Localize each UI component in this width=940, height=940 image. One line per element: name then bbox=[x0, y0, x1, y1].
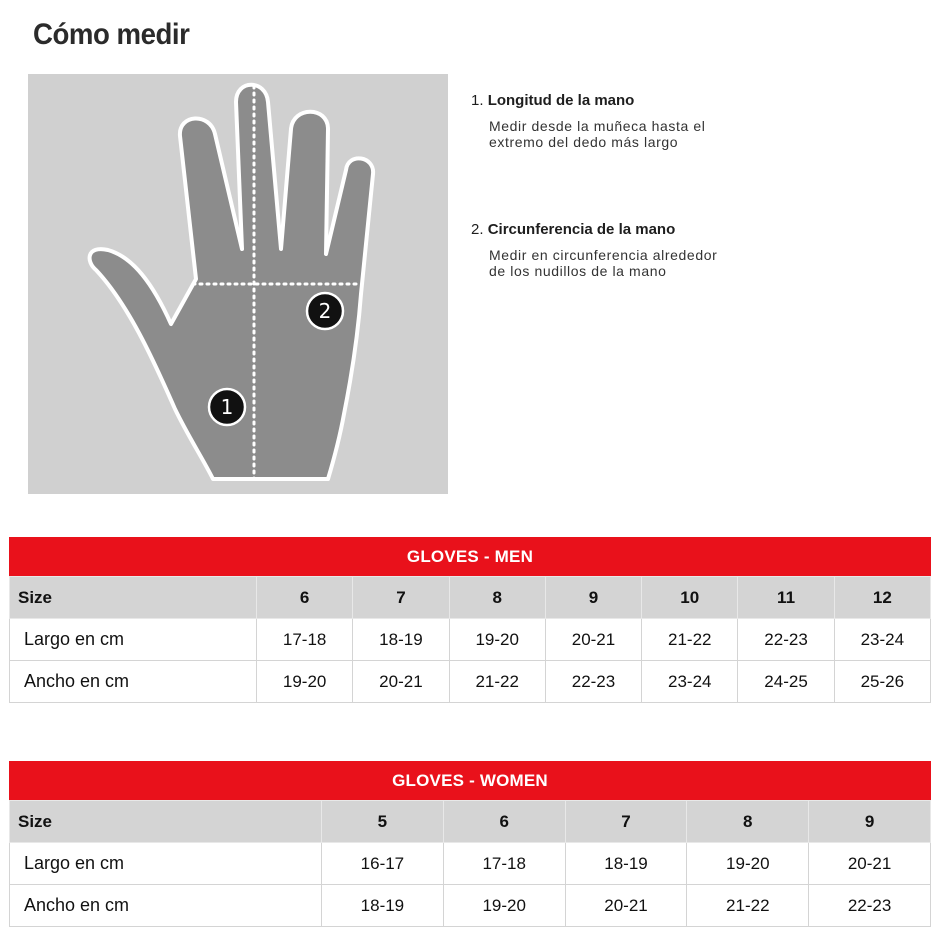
header-cell: 9 bbox=[545, 577, 641, 619]
row-label: Largo en cm bbox=[10, 843, 322, 885]
step-number: 2. bbox=[471, 221, 484, 238]
table-row bbox=[10, 843, 931, 885]
header-cell: 6 bbox=[257, 577, 353, 619]
table-cell: 18-19 bbox=[353, 619, 449, 661]
step-description bbox=[489, 247, 717, 279]
header-cell: Size bbox=[10, 801, 322, 843]
header-cell: 5 bbox=[322, 801, 444, 843]
table-cell: 18-19 bbox=[322, 885, 444, 927]
table-cell: 18-19 bbox=[565, 843, 687, 885]
header-cell: Size bbox=[10, 577, 257, 619]
header-cell: 6 bbox=[443, 801, 565, 843]
step-description-line: extremo del dedo más largo bbox=[489, 134, 679, 150]
table-cell: 22-23 bbox=[545, 661, 641, 703]
table-cell: 19-20 bbox=[443, 885, 565, 927]
header-cell: 8 bbox=[449, 577, 545, 619]
badge-1 bbox=[209, 389, 245, 425]
hand-measure-diagram bbox=[28, 74, 448, 494]
step-heading bbox=[471, 221, 717, 238]
step-title: Circunferencia de la mano bbox=[487, 221, 676, 238]
row-label: Largo en cm bbox=[10, 619, 257, 661]
table-cell: 19-20 bbox=[257, 661, 353, 703]
women-size-chart bbox=[9, 761, 931, 927]
header-cell: 8 bbox=[687, 801, 809, 843]
badge-2 bbox=[307, 293, 343, 329]
table-row bbox=[10, 619, 931, 661]
step-description bbox=[489, 118, 705, 150]
table-header-row bbox=[10, 801, 931, 843]
men-size-chart bbox=[9, 537, 931, 703]
step-number: 1. bbox=[471, 92, 484, 109]
table-cell: 20-21 bbox=[545, 619, 641, 661]
women-chart-title: GLOVES - WOMEN bbox=[9, 761, 931, 800]
men-size-table bbox=[9, 576, 931, 703]
hand-illustration bbox=[28, 74, 448, 494]
table-row bbox=[10, 661, 931, 703]
table-cell: 17-18 bbox=[443, 843, 565, 885]
step-hand-length bbox=[471, 92, 705, 150]
table-cell: 20-21 bbox=[353, 661, 449, 703]
table-cell: 19-20 bbox=[449, 619, 545, 661]
table-cell: 22-23 bbox=[738, 619, 834, 661]
table-cell: 21-22 bbox=[449, 661, 545, 703]
row-label: Ancho en cm bbox=[10, 661, 257, 703]
table-cell: 21-22 bbox=[687, 885, 809, 927]
table-cell: 20-21 bbox=[565, 885, 687, 927]
header-cell: 10 bbox=[642, 577, 738, 619]
header-cell: 9 bbox=[809, 801, 931, 843]
page-title: Cómo medir bbox=[33, 18, 190, 51]
table-cell: 19-20 bbox=[687, 843, 809, 885]
step-title: Longitud de la mano bbox=[487, 92, 635, 109]
table-header-row bbox=[10, 577, 931, 619]
step-hand-circumference bbox=[471, 221, 717, 279]
table-cell: 16-17 bbox=[322, 843, 444, 885]
table-cell: 22-23 bbox=[809, 885, 931, 927]
men-chart-title: GLOVES - MEN bbox=[9, 537, 931, 576]
step-description-line: de los nudillos de la mano bbox=[489, 263, 667, 279]
table-row bbox=[10, 885, 931, 927]
header-cell: 11 bbox=[738, 577, 834, 619]
header-cell: 7 bbox=[565, 801, 687, 843]
badge-2-label: 2 bbox=[318, 299, 332, 323]
step-heading bbox=[471, 92, 705, 109]
table-cell: 23-24 bbox=[642, 661, 738, 703]
table-cell: 21-22 bbox=[642, 619, 738, 661]
row-label: Ancho en cm bbox=[10, 885, 322, 927]
header-cell: 12 bbox=[834, 577, 930, 619]
table-cell: 24-25 bbox=[738, 661, 834, 703]
table-cell: 25-26 bbox=[834, 661, 930, 703]
step-description-line: Medir desde la muñeca hasta el bbox=[489, 118, 706, 134]
women-size-table bbox=[9, 800, 931, 927]
badge-1-label: 1 bbox=[220, 395, 234, 419]
table-cell: 17-18 bbox=[257, 619, 353, 661]
header-cell: 7 bbox=[353, 577, 449, 619]
step-description-line: Medir en circunferencia alrededor bbox=[489, 247, 718, 263]
table-cell: 23-24 bbox=[834, 619, 930, 661]
table-cell: 20-21 bbox=[809, 843, 931, 885]
